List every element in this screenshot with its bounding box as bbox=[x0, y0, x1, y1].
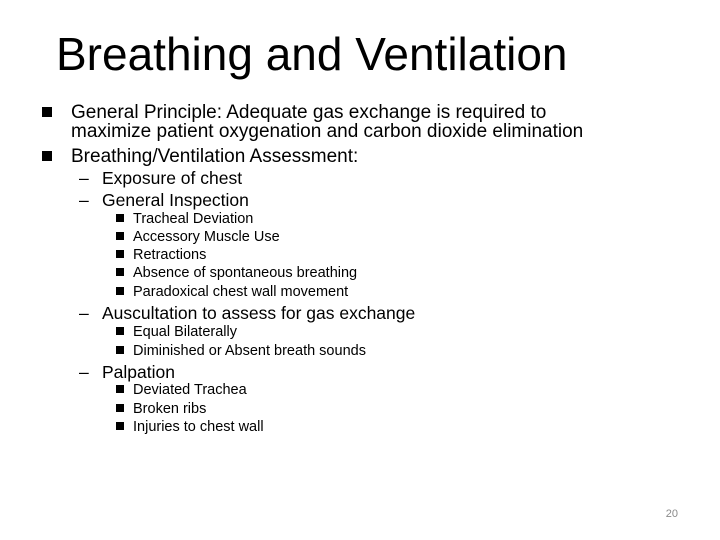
square-bullet-icon bbox=[116, 287, 124, 295]
slide-title: Breathing and Ventilation bbox=[56, 28, 568, 80]
page-number: 20 bbox=[665, 508, 678, 520]
square-bullet-icon bbox=[116, 385, 124, 393]
dash-bullet-icon: – bbox=[79, 303, 89, 323]
square-bullet-icon bbox=[116, 404, 124, 412]
dash-bullet-icon: – bbox=[79, 190, 89, 210]
palpation-item: Injuries to chest wall bbox=[133, 419, 264, 435]
assessment-heading: Breathing/Ventilation Assessment: bbox=[71, 146, 359, 167]
inspection-item: Accessory Muscle Use bbox=[133, 229, 280, 245]
square-bullet-icon bbox=[116, 346, 124, 354]
square-bullet-icon bbox=[116, 232, 124, 240]
inspection-label: General Inspection bbox=[102, 190, 249, 210]
palpation-item: Deviated Trachea bbox=[133, 382, 247, 398]
palpation-item: Broken ribs bbox=[133, 401, 207, 417]
square-bullet-icon bbox=[116, 268, 124, 276]
principle-line-2: maximize patient oxygenation and carbon dioxide elimination bbox=[71, 121, 584, 142]
inspection-item: Tracheal Deviation bbox=[133, 211, 254, 227]
dash-bullet-icon: – bbox=[79, 168, 89, 188]
exposure-label: Exposure of chest bbox=[102, 168, 243, 188]
square-bullet-icon bbox=[116, 422, 124, 430]
palpation-label: Palpation bbox=[102, 362, 175, 382]
square-bullet-icon bbox=[42, 151, 52, 161]
square-bullet-icon bbox=[116, 214, 124, 222]
square-bullet-icon bbox=[116, 327, 124, 335]
auscultation-item: Equal Bilaterally bbox=[133, 324, 237, 340]
dash-bullet-icon: – bbox=[79, 362, 89, 382]
inspection-item: Retractions bbox=[133, 247, 207, 263]
square-bullet-icon bbox=[116, 250, 124, 258]
auscultation-item: Diminished or Absent breath sounds bbox=[133, 343, 366, 359]
inspection-item: Absence of spontaneous breathing bbox=[133, 265, 358, 281]
inspection-item: Paradoxical chest wall movement bbox=[133, 284, 349, 300]
auscultation-label: Auscultation to assess for gas exchange bbox=[102, 303, 416, 323]
principle-line-1: General Principle: Adequate gas exchange is required to bbox=[71, 102, 547, 123]
square-bullet-icon bbox=[42, 107, 52, 117]
